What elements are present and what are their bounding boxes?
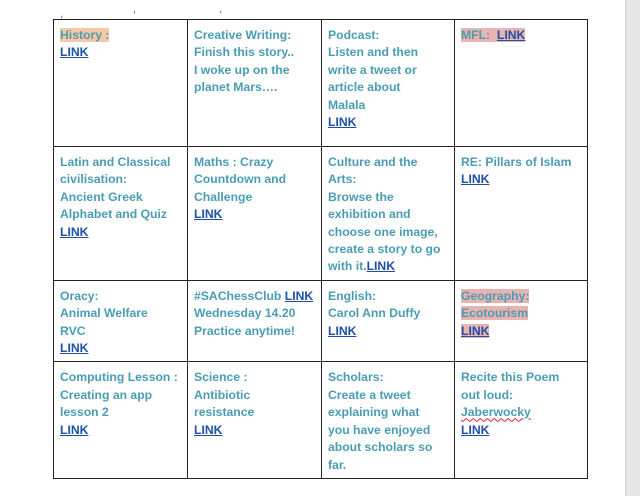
mfl-link[interactable]: LINK (496, 28, 526, 42)
cell-maths (188, 147, 322, 281)
cell-chess (188, 280, 322, 362)
cell-culture (322, 147, 455, 281)
cell-creative-writing (188, 20, 322, 147)
podcast-link[interactable]: LINK (328, 115, 357, 130)
latin-link[interactable]: LINK (60, 224, 89, 239)
mfl-label: MFL: (461, 28, 491, 42)
cell-science (188, 362, 322, 478)
chess-link[interactable]: LINK (284, 288, 314, 303)
table-row (54, 280, 588, 362)
creative-line-2: Finish this story.. (194, 45, 294, 60)
scholars-line-6: far. (328, 457, 347, 472)
scholars-line-5: about scholars so (328, 440, 433, 455)
cell-history (54, 20, 188, 147)
science-line-1: Science : (194, 370, 248, 385)
poem-line-1: Recite this Poem (461, 370, 560, 385)
creative-line-4: planet Mars…. (194, 80, 278, 95)
re-label: RE: Pillars of Islam (461, 155, 572, 169)
scholars-line-3: explaining what (328, 405, 420, 420)
maths-line-2: Countdown and (194, 172, 287, 187)
cell-podcast (322, 20, 455, 147)
scholars-line-2: Create a tweet (328, 387, 411, 402)
english-line-1: English: (328, 288, 377, 303)
table-row (54, 20, 588, 147)
history-link[interactable]: LINK (60, 45, 89, 60)
culture-line-1: Culture and the (328, 155, 418, 169)
geography-line-1: Geography: (461, 288, 530, 303)
oracy-line-1: Oracy: (60, 288, 99, 303)
ruler-marks: , ' ' (60, 11, 224, 20)
podcast-line-2: Listen and then (328, 45, 419, 60)
culture-line-7: with it. (328, 259, 367, 274)
podcast-line-5: Malala (328, 97, 366, 112)
english-link[interactable]: LINK (328, 323, 357, 338)
oracy-line-3: RVC (60, 323, 86, 338)
latin-line-2: civilisation: (60, 172, 128, 187)
science-line-3: resistance (194, 405, 255, 420)
cell-poem (455, 362, 588, 478)
podcast-line-1: Podcast: (328, 28, 380, 42)
culture-line-2: Arts: (328, 172, 357, 187)
lesson-grid-table (53, 19, 588, 479)
podcast-line-3: write a tweet or (328, 62, 417, 77)
re-link[interactable]: LINK (461, 172, 490, 187)
culture-link[interactable]: LINK (366, 259, 396, 274)
cell-oracy (54, 280, 188, 362)
history-label: History : (60, 28, 110, 42)
latin-line-4: Alphabet and Quiz (60, 207, 167, 222)
english-line-2: Carol Ann Duffy (328, 306, 421, 321)
cell-computing (54, 362, 188, 478)
chess-line-2: Wednesday 14.20 (194, 306, 296, 321)
cell-latin (54, 147, 188, 281)
geography-link[interactable]: LINK (461, 323, 490, 338)
chess-line-1: #SAChessClub (194, 288, 285, 303)
culture-line-4: exhibition and (328, 207, 411, 222)
computing-line-2: Creating an app (60, 387, 153, 402)
cell-english (322, 280, 455, 362)
poem-link[interactable]: LINK (461, 422, 490, 437)
oracy-line-2: Animal Welfare (60, 306, 148, 321)
cell-re (455, 147, 588, 281)
cell-geography (455, 280, 588, 362)
culture-line-5: choose one image, (328, 224, 438, 239)
culture-line-3: Browse the (328, 189, 394, 204)
table-row (54, 362, 588, 478)
maths-link[interactable]: LINK (194, 207, 223, 222)
cell-mfl (455, 20, 588, 147)
science-link[interactable]: LINK (194, 422, 223, 437)
geography-line-2: Ecotourism (461, 306, 529, 321)
creative-line-1: Creative Writing: (194, 28, 292, 42)
computing-link[interactable]: LINK (60, 422, 89, 437)
podcast-line-4: article about (328, 80, 401, 95)
maths-line-3: Challenge (194, 189, 253, 204)
culture-line-6: create a story to go (328, 242, 441, 257)
chess-line-3: Practice anytime! (194, 323, 295, 338)
computing-line-3: lesson 2 (60, 405, 109, 420)
scholars-line-4: you have enjoyed (328, 422, 431, 437)
maths-line-1: Maths : Crazy (194, 155, 274, 169)
window-edge-strip (625, 0, 640, 496)
creative-line-3: I woke up on the (194, 62, 290, 77)
poem-line-3: Jaberwocky (461, 405, 531, 420)
cell-scholars (322, 362, 455, 478)
scholars-line-1: Scholars: (328, 370, 384, 385)
oracy-link[interactable]: LINK (60, 341, 89, 356)
latin-line-3: Ancient Greek (60, 189, 143, 204)
computing-line-1: Computing Lesson : (60, 370, 178, 385)
science-line-2: Antibiotic (194, 387, 251, 402)
poem-line-2: out loud: (461, 387, 514, 402)
table-row (54, 147, 588, 281)
latin-line-1: Latin and Classical (60, 155, 171, 169)
